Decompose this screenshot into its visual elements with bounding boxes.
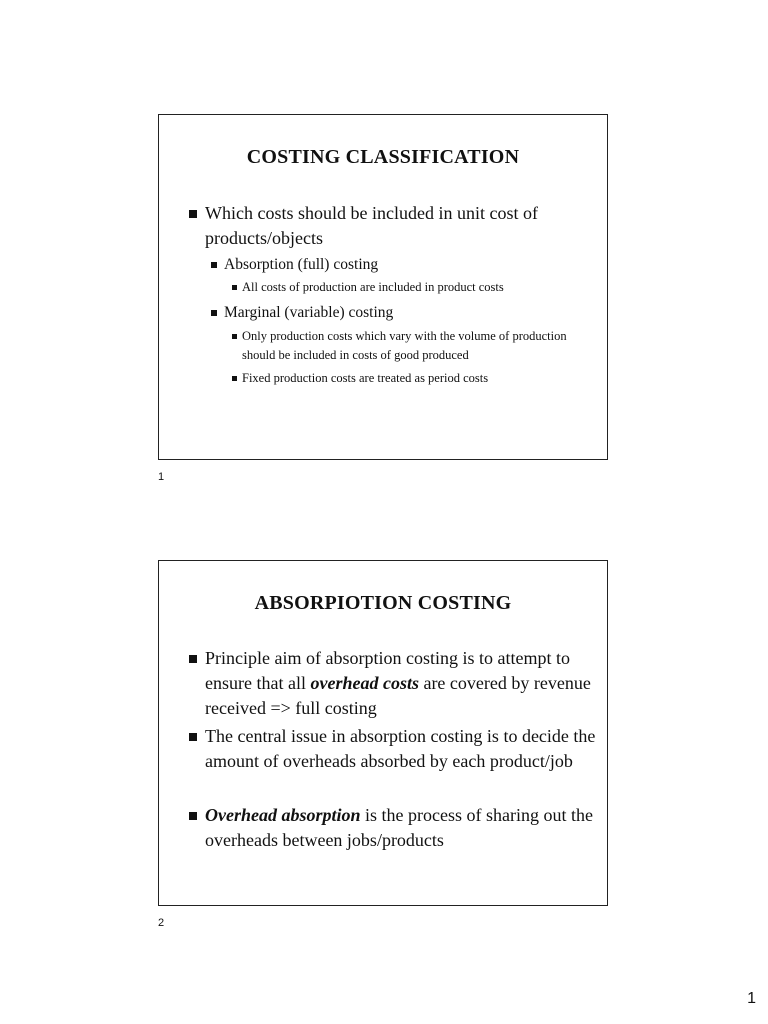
bullet-text: Marginal (variable) costing [224, 304, 394, 321]
slide-1 [158, 114, 608, 460]
square-bullet-icon [189, 655, 197, 663]
bullet-text: Principle aim of absorption costing is to attempt to ensure that all overhead costs are covered by revenue received => full costing [205, 648, 591, 718]
square-bullet-icon [232, 376, 237, 381]
bullet-text: Only production costs which vary with the volume of production should be included in costs of good produced [242, 329, 567, 362]
slide-2-title: ABSORPIOTION COSTING [254, 592, 512, 614]
bullet-all-costs [232, 278, 582, 297]
bullet-absorption-costing [211, 255, 581, 275]
bullet-marginal-costing [211, 303, 581, 323]
bullet-principle-aim [189, 646, 599, 721]
bullet-text: All costs of production are included in product costs [242, 280, 504, 294]
bullet-text: Fixed production costs are treated as period costs [242, 371, 489, 385]
slide-number-2: 2 [158, 917, 165, 929]
slide-1-title: COSTING CLASSIFICATION [246, 146, 520, 168]
square-bullet-icon [189, 812, 197, 820]
bullet-fixed-production-costs [232, 369, 584, 388]
square-bullet-icon [232, 334, 237, 339]
bullet-overhead-absorption [189, 803, 599, 853]
emphasis-overhead-absorption: Overhead absorption [205, 805, 361, 825]
page-number: 1 [747, 990, 756, 1007]
bullet-central-issue [189, 724, 599, 774]
square-bullet-icon [189, 210, 197, 218]
bullet-text: Absorption (full) costing [224, 256, 379, 273]
slide-2 [158, 560, 608, 906]
bullet-text: Overhead absorption is the process of sharing out the overheads between jobs/products [205, 805, 593, 850]
slide-number-1: 1 [158, 471, 165, 483]
square-bullet-icon [189, 733, 197, 741]
bullet-which-costs [189, 201, 589, 251]
emphasis-overhead-costs: overhead costs [310, 673, 419, 693]
square-bullet-icon [211, 262, 217, 268]
square-bullet-icon [211, 310, 217, 316]
square-bullet-icon [232, 285, 237, 290]
bullet-text: Which costs should be included in unit cost of products/objects [205, 203, 538, 248]
bullet-text: The central issue in absorption costing is to decide the amount of overheads absorbed by each product/job [205, 726, 596, 771]
bullet-only-production-costs [232, 327, 584, 365]
